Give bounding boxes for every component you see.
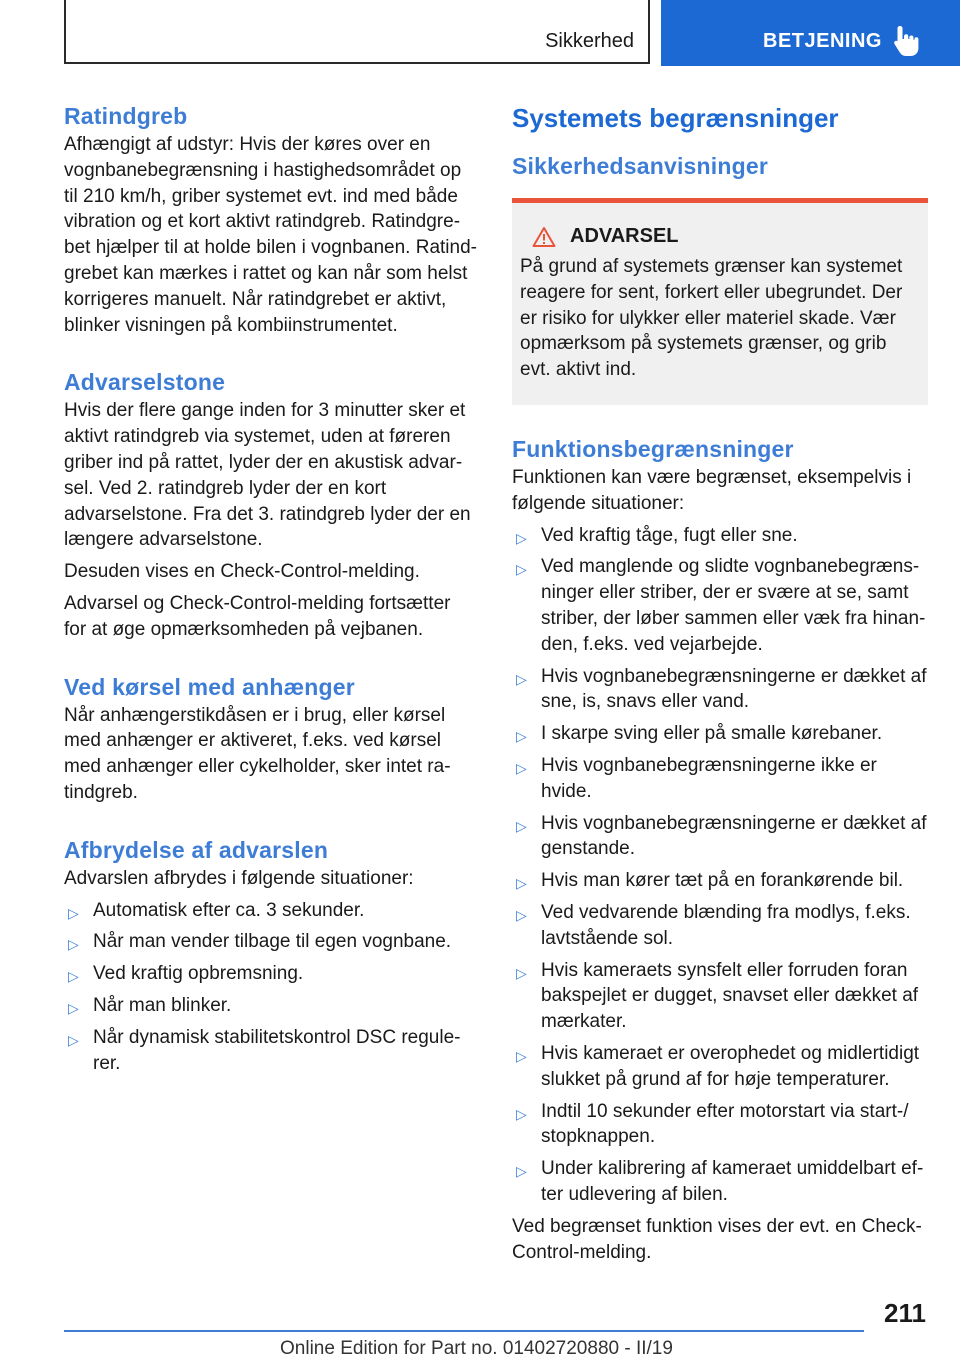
section-title: Sikkerhed [545,30,634,52]
triangle-bullet-icon: ▷ [68,968,79,985]
warning-body: På grund af systemets grænser kan systemet reagere for sent, forkert eller ubegrundet. Der er risiko for ulykker eller materiel skade. Vær opmærksom på systemets grænser, og grib evt. aktivt ind. [520,256,903,381]
list-item: ▷ Ved manglende og slidte vognbanebegrænsninger eller striber, der er svære at se, samt striber, der løber sammen eller væk fra hinanden, f.eks. ved vejarbejde. [516,556,926,655]
section-heading: Ved kørsel med anhænger [64,673,355,700]
section-body: Advarsel og Check-Control-melding fortsætter for at øge opmærksomheden på vejbanen. [64,592,451,640]
section-intro: Advarslen afbrydes i følgende situationer: [64,867,414,889]
warning-title-row [520,225,918,248]
section-heading: Advarselstone [64,369,226,396]
section-heading: Ratindgreb [64,103,188,129]
section-body: Når anhængerstikdåsen er i brug, eller kørsel med anhænger er aktiveret, f.eks. ved kørsel med anhænger eller cykelholder, sker intet ratindgreb. [64,704,451,803]
triangle-bullet-icon: ▷ [516,1105,527,1122]
list-item: ▷ Under kalibrering af kameraet umiddelbart efter udlevering af bilen. [516,1158,924,1205]
header-section-tab [64,0,650,64]
triangle-bullet-icon: ▷ [516,529,527,546]
warning-title: ADVARSEL [570,225,679,247]
section-intro: Funktionen kan være begrænset, eksempelvis i følgende situationer: [512,466,912,514]
triangle-bullet-icon: ▷ [516,964,527,981]
list-item: ▷ Hvis kameraets synsfelt eller forruden foran bakspejlet er dugget, snavset eller dækket af mærkater. [516,959,919,1033]
bullet-list [64,898,477,1077]
triangle-bullet-icon: ▷ [516,728,527,745]
section-ratindgreb [64,100,477,338]
triangle-bullet-icon: ▷ [516,759,527,776]
section-heading: Afbrydelse af advarslen [64,836,329,863]
footer-edition-line [280,1338,673,1360]
subsection-title: Sikkerhedsanvisninger [512,153,769,179]
section-outro: Ved begrænset funktion vises der evt. en Check-Control-melding. [512,1215,922,1263]
footer-edition: Online Edition for Part no. 01402720880 - II/19 [280,1338,673,1359]
triangle-bullet-icon: ▷ [516,906,527,923]
triangle-bullet-icon: ▷ [516,561,527,578]
list-item: ▷ Når man vender tilbage til egen vognbane. [64,929,477,955]
section-heading: Funktionsbegrænsninger [512,435,794,462]
list-item: ▷ Hvis vognbanebegrænsningerne ikke er hvide. [516,754,877,802]
triangle-bullet-icon: ▷ [516,875,527,892]
list-item: ▷ Hvis vognbanebegrænsningerne er dækket af genstande. [516,812,927,860]
list-item: ▷ Automatisk efter ca. 3 sekunder. [64,898,477,924]
list-item: ▷ Ved vedvarende blænding fra modlys, f.eks. lavtstående sol. [516,901,911,949]
chapter-title: BETJENING [763,30,882,52]
footer-rule [64,1330,864,1332]
section-body: Afhængigt af udstyr: Hvis der køres over en vognbanebegrænsning i hastighedsområdet op til 210 km/h, griber systemet evt. ind med både vibration og et kort aktivt ratindgreb. Ratindgrebet hjælper til at holde bilen i vognbanen. Ratindgrebet kan mærkes i rattet og kan når som helst korrigeres manuelt. Når ratindgrebet er aktivt, blinker visningen på kombiinstrumentet. [64,134,477,336]
list-item: ▷ Hvis kameraet er overophedet og midlertidigt slukket på grund af for høje temperaturer. [516,1042,920,1090]
section-body: Desuden vises en Check-Control-melding. [64,561,420,583]
section-afbrydelse [64,834,477,1077]
list-item: ▷ Hvis man kører tæt på en forankørende bil. [512,868,928,894]
section-body: Hvis der flere gange inden for 3 minutter sker et aktivt ratindgreb via systemet, uden at føreren griber ind på rattet, lyder der en akustisk advarsel. Ved 2. ratindgreb lyder der en kort advarselstone. Fra det 3. ratindgreb lyder der en længere advarselstone. [64,400,471,551]
triangle-bullet-icon: ▷ [68,936,79,953]
triangle-bullet-icon: ▷ [68,1031,79,1048]
list-item: ▷ Indtil 10 sekunder efter motorstart via start-/ stopknappen. [516,1100,909,1148]
triangle-bullet-icon: ▷ [68,999,79,1016]
triangle-bullet-icon: ▷ [516,817,527,834]
triangle-bullet-icon: ▷ [516,670,527,687]
pointing-hand-icon [892,24,922,58]
section-advarselstone [64,366,477,642]
warning-triangle-icon [532,226,556,248]
bullet-list [512,523,928,1208]
triangle-bullet-icon: ▷ [516,1047,527,1064]
list-item: ▷ Hvis vognbanebegrænsningerne er dækket af sne, is, snavs eller vand. [516,665,927,713]
warning-box [512,198,928,405]
list-item: ▷ Når dynamisk stabilitetskontrol DSC regulerer. [68,1026,461,1074]
triangle-bullet-icon: ▷ [68,904,79,921]
list-item: ▷ Ved kraftig opbremsning. [64,961,477,987]
page-number: 211 [884,1298,926,1328]
section-anhaenger [64,671,477,806]
list-item: ▷ Ved kraftig tåge, fugt eller sne. [512,523,928,549]
left-column [64,100,477,1086]
list-item: ▷ I skarpe sving eller på smalle kørebaner. [512,721,928,747]
right-column [512,100,928,1265]
page-title: Systemets begrænsninger [512,103,839,133]
triangle-bullet-icon: ▷ [516,1163,527,1180]
list-item: ▷ Når man blinker. [64,993,477,1019]
